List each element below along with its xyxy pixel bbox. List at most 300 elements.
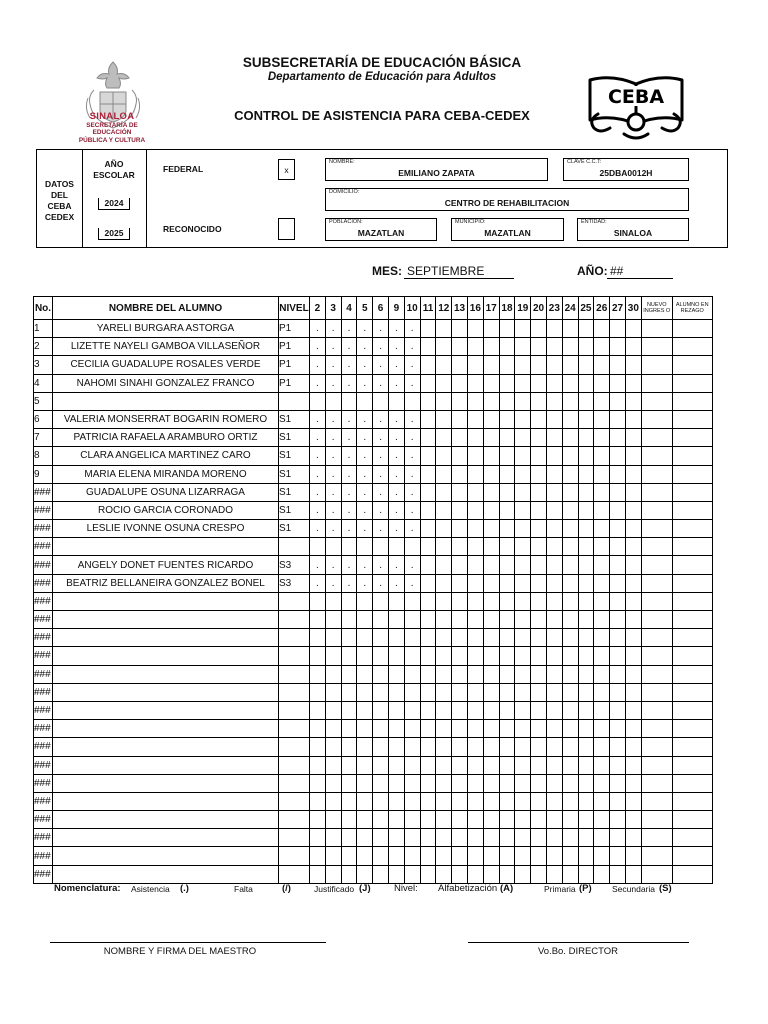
attendance-mark-cell[interactable] <box>341 847 357 865</box>
attendance-mark-cell[interactable]: . <box>341 356 357 374</box>
attendance-mark-cell[interactable] <box>562 501 578 519</box>
attendance-mark-cell[interactable] <box>499 501 515 519</box>
attendance-mark-cell[interactable] <box>578 483 594 501</box>
attendance-mark-cell[interactable] <box>625 792 641 810</box>
attendance-mark-cell[interactable]: . <box>373 520 389 538</box>
attendance-mark-cell[interactable]: . <box>325 410 341 428</box>
attendance-mark-cell[interactable] <box>578 320 594 338</box>
attendance-mark-cell[interactable] <box>515 792 531 810</box>
student-name-cell[interactable] <box>53 865 279 883</box>
attendance-mark-cell[interactable]: . <box>404 483 420 501</box>
attendance-mark-cell[interactable] <box>610 574 626 592</box>
attendance-mark-cell[interactable] <box>610 647 626 665</box>
attendance-mark-cell[interactable] <box>546 701 562 719</box>
attendance-mark-cell[interactable] <box>452 338 468 356</box>
attendance-mark-cell[interactable] <box>420 829 436 847</box>
attendance-mark-cell[interactable] <box>452 356 468 374</box>
attendance-mark-cell[interactable] <box>515 447 531 465</box>
attendance-mark-cell[interactable] <box>436 611 452 629</box>
attendance-mark-cell[interactable] <box>546 320 562 338</box>
attendance-mark-cell[interactable] <box>499 738 515 756</box>
attendance-mark-cell[interactable] <box>467 701 483 719</box>
attendance-mark-cell[interactable] <box>594 629 610 647</box>
attendance-mark-cell[interactable] <box>341 701 357 719</box>
attendance-mark-cell[interactable] <box>483 811 499 829</box>
attendance-mark-cell[interactable] <box>625 865 641 883</box>
attendance-mark-cell[interactable]: . <box>341 320 357 338</box>
attendance-mark-cell[interactable] <box>578 501 594 519</box>
attendance-mark-cell[interactable] <box>531 356 547 374</box>
lagging-student-cell[interactable] <box>672 647 712 665</box>
attendance-mark-cell[interactable] <box>578 374 594 392</box>
student-level-cell[interactable] <box>279 811 310 829</box>
attendance-mark-cell[interactable] <box>546 847 562 865</box>
student-name-cell[interactable] <box>53 720 279 738</box>
attendance-mark-cell[interactable] <box>625 774 641 792</box>
attendance-mark-cell[interactable] <box>562 738 578 756</box>
attendance-mark-cell[interactable] <box>420 538 436 556</box>
attendance-mark-cell[interactable]: . <box>310 520 326 538</box>
attendance-mark-cell[interactable] <box>531 701 547 719</box>
attendance-mark-cell[interactable] <box>546 592 562 610</box>
attendance-mark-cell[interactable] <box>452 520 468 538</box>
attendance-mark-cell[interactable] <box>310 392 326 410</box>
lagging-student-cell[interactable] <box>672 829 712 847</box>
attendance-mark-cell[interactable] <box>610 538 626 556</box>
new-student-cell[interactable] <box>641 447 672 465</box>
attendance-mark-cell[interactable] <box>357 847 373 865</box>
attendance-mark-cell[interactable] <box>562 556 578 574</box>
attendance-mark-cell[interactable] <box>388 683 404 701</box>
attendance-mark-cell[interactable] <box>452 556 468 574</box>
attendance-mark-cell[interactable] <box>357 829 373 847</box>
attendance-mark-cell[interactable] <box>483 683 499 701</box>
attendance-mark-cell[interactable] <box>515 738 531 756</box>
attendance-mark-cell[interactable] <box>467 338 483 356</box>
attendance-mark-cell[interactable]: . <box>310 320 326 338</box>
attendance-mark-cell[interactable] <box>499 338 515 356</box>
attendance-mark-cell[interactable] <box>452 865 468 883</box>
attendance-mark-cell[interactable] <box>546 865 562 883</box>
attendance-mark-cell[interactable] <box>467 611 483 629</box>
attendance-mark-cell[interactable] <box>452 811 468 829</box>
lagging-student-cell[interactable] <box>672 374 712 392</box>
attendance-mark-cell[interactable] <box>404 720 420 738</box>
attendance-mark-cell[interactable] <box>578 538 594 556</box>
student-name-cell[interactable] <box>53 847 279 865</box>
attendance-mark-cell[interactable] <box>594 738 610 756</box>
attendance-mark-cell[interactable] <box>610 683 626 701</box>
attendance-mark-cell[interactable]: . <box>341 447 357 465</box>
attendance-mark-cell[interactable] <box>420 556 436 574</box>
attendance-mark-cell[interactable] <box>467 574 483 592</box>
attendance-mark-cell[interactable] <box>499 792 515 810</box>
attendance-mark-cell[interactable] <box>499 538 515 556</box>
attendance-mark-cell[interactable] <box>388 774 404 792</box>
attendance-mark-cell[interactable] <box>357 756 373 774</box>
attendance-mark-cell[interactable] <box>499 320 515 338</box>
attendance-mark-cell[interactable]: . <box>373 356 389 374</box>
attendance-mark-cell[interactable] <box>388 865 404 883</box>
attendance-mark-cell[interactable] <box>404 774 420 792</box>
attendance-mark-cell[interactable] <box>562 592 578 610</box>
lagging-student-cell[interactable] <box>672 592 712 610</box>
attendance-mark-cell[interactable] <box>467 356 483 374</box>
attendance-mark-cell[interactable] <box>499 865 515 883</box>
attendance-mark-cell[interactable] <box>531 538 547 556</box>
attendance-mark-cell[interactable] <box>610 811 626 829</box>
attendance-mark-cell[interactable] <box>594 465 610 483</box>
attendance-mark-cell[interactable] <box>531 501 547 519</box>
attendance-mark-cell[interactable] <box>420 720 436 738</box>
attendance-mark-cell[interactable] <box>610 829 626 847</box>
attendance-mark-cell[interactable] <box>420 811 436 829</box>
attendance-mark-cell[interactable]: . <box>388 410 404 428</box>
new-student-cell[interactable] <box>641 683 672 701</box>
attendance-mark-cell[interactable] <box>404 865 420 883</box>
attendance-mark-cell[interactable] <box>452 738 468 756</box>
attendance-mark-cell[interactable] <box>420 465 436 483</box>
attendance-mark-cell[interactable]: . <box>325 320 341 338</box>
attendance-mark-cell[interactable] <box>610 629 626 647</box>
attendance-mark-cell[interactable]: . <box>357 501 373 519</box>
attendance-mark-cell[interactable]: . <box>341 483 357 501</box>
attendance-mark-cell[interactable]: . <box>404 356 420 374</box>
attendance-mark-cell[interactable] <box>404 701 420 719</box>
new-student-cell[interactable] <box>641 665 672 683</box>
attendance-mark-cell[interactable] <box>483 865 499 883</box>
attendance-mark-cell[interactable]: . <box>404 574 420 592</box>
attendance-mark-cell[interactable] <box>404 811 420 829</box>
attendance-mark-cell[interactable] <box>373 392 389 410</box>
attendance-mark-cell[interactable] <box>420 338 436 356</box>
attendance-mark-cell[interactable] <box>578 829 594 847</box>
new-student-cell[interactable] <box>641 811 672 829</box>
attendance-mark-cell[interactable] <box>310 847 326 865</box>
attendance-mark-cell[interactable] <box>610 374 626 392</box>
attendance-mark-cell[interactable] <box>546 629 562 647</box>
reconocido-checkbox[interactable] <box>278 218 295 240</box>
attendance-mark-cell[interactable] <box>483 356 499 374</box>
attendance-mark-cell[interactable] <box>594 720 610 738</box>
lagging-student-cell[interactable] <box>672 720 712 738</box>
attendance-mark-cell[interactable] <box>515 774 531 792</box>
attendance-mark-cell[interactable]: . <box>404 410 420 428</box>
attendance-mark-cell[interactable] <box>499 647 515 665</box>
student-name-cell[interactable]: NAHOMI SINAHI GONZALEZ FRANCO <box>53 374 279 392</box>
attendance-mark-cell[interactable] <box>452 374 468 392</box>
attendance-mark-cell[interactable] <box>515 538 531 556</box>
attendance-mark-cell[interactable] <box>325 683 341 701</box>
student-name-cell[interactable]: ANGELY DONET FUENTES RICARDO <box>53 556 279 574</box>
attendance-mark-cell[interactable] <box>420 865 436 883</box>
attendance-mark-cell[interactable] <box>610 720 626 738</box>
attendance-mark-cell[interactable] <box>578 792 594 810</box>
student-level-cell[interactable] <box>279 701 310 719</box>
attendance-mark-cell[interactable] <box>594 611 610 629</box>
student-level-cell[interactable]: S1 <box>279 501 310 519</box>
attendance-mark-cell[interactable] <box>578 720 594 738</box>
attendance-mark-cell[interactable] <box>341 720 357 738</box>
attendance-mark-cell[interactable] <box>325 847 341 865</box>
attendance-mark-cell[interactable]: . <box>325 574 341 592</box>
student-level-cell[interactable] <box>279 629 310 647</box>
new-student-cell[interactable] <box>641 647 672 665</box>
attendance-mark-cell[interactable] <box>578 338 594 356</box>
attendance-mark-cell[interactable] <box>357 538 373 556</box>
attendance-mark-cell[interactable] <box>341 811 357 829</box>
attendance-mark-cell[interactable] <box>499 447 515 465</box>
attendance-mark-cell[interactable] <box>436 720 452 738</box>
attendance-mark-cell[interactable] <box>515 811 531 829</box>
attendance-mark-cell[interactable] <box>357 811 373 829</box>
attendance-mark-cell[interactable] <box>515 611 531 629</box>
attendance-mark-cell[interactable] <box>436 483 452 501</box>
attendance-mark-cell[interactable] <box>420 792 436 810</box>
attendance-mark-cell[interactable]: . <box>373 447 389 465</box>
attendance-mark-cell[interactable] <box>420 447 436 465</box>
lagging-student-cell[interactable] <box>672 356 712 374</box>
attendance-mark-cell[interactable] <box>515 701 531 719</box>
lagging-student-cell[interactable] <box>672 501 712 519</box>
lagging-student-cell[interactable] <box>672 574 712 592</box>
attendance-mark-cell[interactable] <box>341 538 357 556</box>
attendance-mark-cell[interactable] <box>531 811 547 829</box>
attendance-mark-cell[interactable] <box>531 447 547 465</box>
attendance-mark-cell[interactable] <box>404 738 420 756</box>
student-name-cell[interactable]: CECILIA GUADALUPE ROSALES VERDE <box>53 356 279 374</box>
attendance-mark-cell[interactable] <box>515 574 531 592</box>
attendance-mark-cell[interactable] <box>531 556 547 574</box>
attendance-mark-cell[interactable] <box>436 447 452 465</box>
attendance-mark-cell[interactable] <box>420 756 436 774</box>
new-student-cell[interactable] <box>641 374 672 392</box>
attendance-mark-cell[interactable] <box>467 774 483 792</box>
attendance-mark-cell[interactable]: . <box>373 501 389 519</box>
attendance-mark-cell[interactable] <box>357 592 373 610</box>
attendance-mark-cell[interactable] <box>452 720 468 738</box>
attendance-mark-cell[interactable] <box>483 465 499 483</box>
attendance-mark-cell[interactable] <box>452 701 468 719</box>
attendance-mark-cell[interactable] <box>341 592 357 610</box>
attendance-mark-cell[interactable] <box>452 483 468 501</box>
attendance-mark-cell[interactable] <box>467 665 483 683</box>
attendance-mark-cell[interactable] <box>436 592 452 610</box>
attendance-mark-cell[interactable] <box>341 611 357 629</box>
attendance-mark-cell[interactable] <box>483 592 499 610</box>
new-student-cell[interactable] <box>641 356 672 374</box>
student-name-cell[interactable] <box>53 592 279 610</box>
attendance-mark-cell[interactable] <box>436 847 452 865</box>
attendance-mark-cell[interactable] <box>452 592 468 610</box>
attendance-mark-cell[interactable] <box>420 574 436 592</box>
attendance-mark-cell[interactable] <box>515 683 531 701</box>
attendance-mark-cell[interactable] <box>625 756 641 774</box>
student-level-cell[interactable] <box>279 592 310 610</box>
attendance-mark-cell[interactable] <box>452 501 468 519</box>
attendance-mark-cell[interactable] <box>452 410 468 428</box>
new-student-cell[interactable] <box>641 410 672 428</box>
attendance-mark-cell[interactable] <box>325 538 341 556</box>
attendance-mark-cell[interactable] <box>388 701 404 719</box>
student-name-cell[interactable] <box>53 756 279 774</box>
attendance-mark-cell[interactable]: . <box>404 320 420 338</box>
attendance-mark-cell[interactable] <box>625 538 641 556</box>
attendance-mark-cell[interactable] <box>610 756 626 774</box>
attendance-mark-cell[interactable] <box>436 774 452 792</box>
attendance-mark-cell[interactable]: . <box>388 465 404 483</box>
attendance-mark-cell[interactable] <box>562 574 578 592</box>
attendance-mark-cell[interactable] <box>515 501 531 519</box>
attendance-mark-cell[interactable] <box>610 483 626 501</box>
attendance-mark-cell[interactable] <box>515 392 531 410</box>
attendance-mark-cell[interactable] <box>483 629 499 647</box>
attendance-mark-cell[interactable] <box>388 592 404 610</box>
attendance-mark-cell[interactable]: . <box>373 483 389 501</box>
student-level-cell[interactable] <box>279 720 310 738</box>
attendance-mark-cell[interactable] <box>531 865 547 883</box>
attendance-mark-cell[interactable] <box>578 410 594 428</box>
student-level-cell[interactable] <box>279 611 310 629</box>
attendance-mark-cell[interactable] <box>388 538 404 556</box>
attendance-mark-cell[interactable] <box>625 647 641 665</box>
attendance-mark-cell[interactable] <box>515 720 531 738</box>
new-student-cell[interactable] <box>641 829 672 847</box>
attendance-mark-cell[interactable] <box>310 592 326 610</box>
attendance-mark-cell[interactable]: . <box>373 429 389 447</box>
attendance-mark-cell[interactable] <box>499 756 515 774</box>
student-level-cell[interactable] <box>279 665 310 683</box>
attendance-mark-cell[interactable] <box>436 629 452 647</box>
lagging-student-cell[interactable] <box>672 629 712 647</box>
attendance-mark-cell[interactable] <box>404 829 420 847</box>
attendance-mark-cell[interactable] <box>499 392 515 410</box>
attendance-mark-cell[interactable] <box>546 483 562 501</box>
attendance-mark-cell[interactable] <box>562 320 578 338</box>
lagging-student-cell[interactable] <box>672 410 712 428</box>
attendance-mark-cell[interactable] <box>310 792 326 810</box>
attendance-mark-cell[interactable] <box>452 574 468 592</box>
attendance-mark-cell[interactable] <box>578 629 594 647</box>
attendance-mark-cell[interactable] <box>404 683 420 701</box>
attendance-mark-cell[interactable] <box>341 629 357 647</box>
student-name-cell[interactable]: PATRICIA RAFAELA ARAMBURO ORTIZ <box>53 429 279 447</box>
attendance-mark-cell[interactable] <box>325 629 341 647</box>
attendance-mark-cell[interactable] <box>436 465 452 483</box>
attendance-mark-cell[interactable] <box>483 483 499 501</box>
attendance-mark-cell[interactable] <box>594 338 610 356</box>
attendance-mark-cell[interactable]: . <box>357 483 373 501</box>
attendance-mark-cell[interactable] <box>610 865 626 883</box>
lagging-student-cell[interactable] <box>672 429 712 447</box>
attendance-mark-cell[interactable] <box>562 829 578 847</box>
attendance-mark-cell[interactable] <box>625 356 641 374</box>
attendance-mark-cell[interactable]: . <box>373 320 389 338</box>
attendance-mark-cell[interactable]: . <box>373 410 389 428</box>
attendance-mark-cell[interactable] <box>625 574 641 592</box>
attendance-mark-cell[interactable]: . <box>357 556 373 574</box>
attendance-mark-cell[interactable] <box>499 701 515 719</box>
attendance-mark-cell[interactable]: . <box>357 520 373 538</box>
attendance-mark-cell[interactable] <box>499 374 515 392</box>
attendance-mark-cell[interactable] <box>483 320 499 338</box>
attendance-mark-cell[interactable] <box>404 392 420 410</box>
attendance-mark-cell[interactable] <box>562 429 578 447</box>
attendance-mark-cell[interactable] <box>436 647 452 665</box>
attendance-mark-cell[interactable] <box>610 392 626 410</box>
student-level-cell[interactable] <box>279 847 310 865</box>
new-student-cell[interactable] <box>641 592 672 610</box>
attendance-mark-cell[interactable]: . <box>388 447 404 465</box>
attendance-mark-cell[interactable] <box>452 392 468 410</box>
attendance-mark-cell[interactable] <box>341 665 357 683</box>
clave-cct-field[interactable] <box>563 158 689 181</box>
attendance-mark-cell[interactable] <box>388 811 404 829</box>
attendance-mark-cell[interactable] <box>531 410 547 428</box>
attendance-mark-cell[interactable] <box>625 320 641 338</box>
attendance-mark-cell[interactable] <box>483 447 499 465</box>
attendance-mark-cell[interactable] <box>625 720 641 738</box>
attendance-mark-cell[interactable] <box>420 701 436 719</box>
lagging-student-cell[interactable] <box>672 683 712 701</box>
attendance-mark-cell[interactable] <box>373 865 389 883</box>
attendance-mark-cell[interactable] <box>357 720 373 738</box>
attendance-mark-cell[interactable] <box>610 447 626 465</box>
attendance-mark-cell[interactable]: . <box>310 410 326 428</box>
attendance-mark-cell[interactable]: . <box>404 374 420 392</box>
attendance-mark-cell[interactable] <box>515 847 531 865</box>
attendance-mark-cell[interactable]: . <box>404 556 420 574</box>
student-name-cell[interactable] <box>53 392 279 410</box>
attendance-mark-cell[interactable] <box>515 356 531 374</box>
attendance-mark-cell[interactable] <box>341 865 357 883</box>
new-student-cell[interactable] <box>641 701 672 719</box>
attendance-mark-cell[interactable]: . <box>341 520 357 538</box>
attendance-mark-cell[interactable]: . <box>388 429 404 447</box>
attendance-mark-cell[interactable] <box>562 520 578 538</box>
attendance-mark-cell[interactable] <box>610 338 626 356</box>
attendance-mark-cell[interactable] <box>562 792 578 810</box>
attendance-mark-cell[interactable] <box>625 465 641 483</box>
attendance-mark-cell[interactable] <box>625 811 641 829</box>
attendance-mark-cell[interactable] <box>388 647 404 665</box>
attendance-mark-cell[interactable] <box>562 865 578 883</box>
attendance-mark-cell[interactable] <box>341 829 357 847</box>
attendance-mark-cell[interactable] <box>562 465 578 483</box>
attendance-mark-cell[interactable] <box>436 738 452 756</box>
attendance-mark-cell[interactable]: . <box>325 374 341 392</box>
attendance-mark-cell[interactable] <box>610 774 626 792</box>
domicilio-field[interactable] <box>325 188 689 211</box>
attendance-mark-cell[interactable]: . <box>404 429 420 447</box>
attendance-mark-cell[interactable] <box>562 774 578 792</box>
attendance-mark-cell[interactable] <box>499 356 515 374</box>
attendance-mark-cell[interactable]: . <box>357 410 373 428</box>
attendance-mark-cell[interactable] <box>546 774 562 792</box>
attendance-mark-cell[interactable] <box>594 320 610 338</box>
attendance-mark-cell[interactable] <box>310 647 326 665</box>
attendance-mark-cell[interactable] <box>610 429 626 447</box>
attendance-mark-cell[interactable] <box>483 556 499 574</box>
attendance-mark-cell[interactable] <box>625 847 641 865</box>
attendance-mark-cell[interactable] <box>625 338 641 356</box>
attendance-mark-cell[interactable] <box>452 829 468 847</box>
attendance-mark-cell[interactable] <box>499 720 515 738</box>
new-student-cell[interactable] <box>641 320 672 338</box>
attendance-mark-cell[interactable] <box>546 556 562 574</box>
attendance-mark-cell[interactable] <box>357 701 373 719</box>
year-start-field[interactable]: 2024 <box>98 198 130 210</box>
